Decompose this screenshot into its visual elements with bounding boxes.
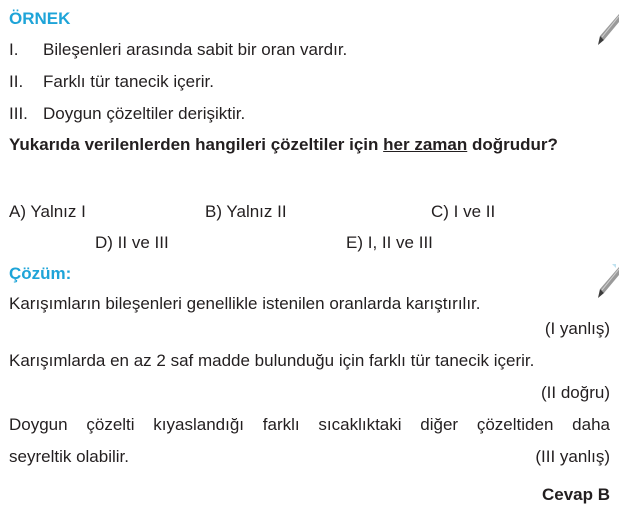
- statement-number: I.: [9, 40, 19, 59]
- solution-line-3: Doygun çözelti kıyaslandığı farklı sıcaklıktaki diğer çözeltiden daha: [9, 415, 610, 434]
- statement-2: [9, 71, 214, 93]
- statement-number: III.: [9, 104, 28, 123]
- question-text: [9, 134, 558, 156]
- example-heading: ÖRNEK: [9, 9, 71, 28]
- pencil-icon: [598, 264, 619, 300]
- option-b: B) Yalnız II: [205, 202, 287, 221]
- statement-text: Farklı tür tanecik içerir.: [43, 72, 214, 91]
- verdict-2: (II doğru): [541, 383, 610, 402]
- statement-number: II.: [9, 72, 24, 91]
- option-c: C) I ve II: [431, 202, 496, 221]
- statement-3: [9, 103, 245, 125]
- answer-label: Cevap B: [541, 485, 610, 504]
- verdict-3: (III yanlış): [535, 447, 610, 466]
- question-underlined: her zaman: [383, 135, 468, 154]
- verdict-1: (I yanlış): [544, 319, 610, 338]
- statement-1: [9, 39, 347, 61]
- solution-heading: Çözüm:: [9, 264, 72, 283]
- solution-line-2: Karışımlarda en az 2 saf madde bulunduğu için farklı tür tanecik içerir.: [9, 351, 535, 370]
- statement-text: Bileşenleri arasında sabit bir oran vardır.: [43, 40, 348, 59]
- question-before: Yukarıda verilenlerden hangileri çözeltiler için: [9, 135, 384, 154]
- option-d: D) II ve III: [95, 233, 169, 252]
- solution-line-1: Karışımların bileşenleri genellikle istenilen oranlarda karıştırılır.: [9, 294, 481, 313]
- statement-text: Doygun çözeltiler derişiktir.: [43, 104, 246, 123]
- option-a: A) Yalnız I: [9, 202, 86, 221]
- solution-line-4: seyreltik olabilir.: [9, 447, 129, 466]
- pencil-icon: [598, 14, 619, 46]
- question-after: doğrudur?: [467, 135, 558, 154]
- option-e: E) I, II ve III: [346, 233, 433, 252]
